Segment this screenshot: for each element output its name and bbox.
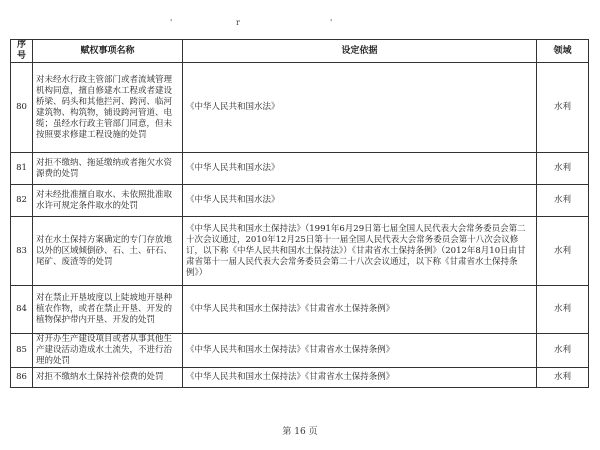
- top-mark: ': [330, 18, 333, 27]
- table-row: [11, 368, 589, 388]
- header-name: 赋权事项名称: [33, 40, 183, 63]
- domain-field: 水利: [537, 368, 589, 388]
- item-name: 对在水土保持方案确定的专门存放地以外的区域倾倒砂、石、土、矸石、尾矿、废渣等的处罚: [33, 217, 183, 286]
- item-name: 对未经批准擅自取水、未依照批准取水许可规定条件取水的处罚: [33, 185, 183, 217]
- row-number: 82: [11, 185, 33, 217]
- row-number: 81: [11, 153, 33, 185]
- row-number: 80: [11, 63, 33, 153]
- table-header-row: [11, 40, 589, 63]
- domain-field: 水利: [537, 286, 589, 334]
- header-field: 领域: [537, 40, 589, 63]
- item-name: 对拒不缴纳、拖延缴纳或者拖欠水资源费的处罚: [33, 153, 183, 185]
- legal-basis: 《中华人民共和国水法》: [183, 185, 537, 217]
- table-row: [11, 153, 589, 185]
- item-name: 对在禁止开垦坡度以上陡坡地开垦种植农作物，或者在禁止开垦、开发的植物保护带内开垦、开发的处罚: [33, 286, 183, 334]
- header-basis: 设定依据: [183, 40, 537, 63]
- legal-basis: 《中华人民共和国水土保持法》《甘肃省水土保持条例》: [183, 368, 537, 388]
- page-number: 第 16 页: [282, 427, 318, 437]
- item-name: 对未经水行政主管部门或者流域管理机构同意，擅自修建水工程或者建设桥梁、码头和其他拦河、跨河、临河建筑物、构筑物，铺设跨河管道、电缆；虽经水行政主管部门同意，但未按照要求修建工程设施的处罚: [33, 63, 183, 153]
- row-number: 85: [11, 334, 33, 368]
- authority-table: [10, 39, 589, 388]
- domain-field: 水利: [537, 185, 589, 217]
- row-number: 84: [11, 286, 33, 334]
- row-number: 83: [11, 217, 33, 286]
- top-mark: ': [170, 18, 173, 27]
- item-name: 对开办生产建设项目或者从事其他生产建设活动造成水土流失，不进行治理的处罚: [33, 334, 183, 368]
- table-row: [11, 185, 589, 217]
- legal-basis: 《中华人民共和国水土保持法》（1991年6月29日第七届全国人民代表大会常务委员会第二十次会议通过，2010年12月25日第十一届全国人民代表大会常务委员会第十八次会议修订，以下称《中华人民共和国水土保持法》）《甘肃省水土保持条例》（2012年8月10日由甘肃省第十一届人民代表大会常务委员会第二十八次会议通过，以下称《甘肃省水土保持条例》）: [183, 217, 537, 286]
- table-row: [11, 217, 589, 286]
- legal-basis: 《中华人民共和国水法》: [183, 153, 537, 185]
- table-row: [11, 334, 589, 368]
- domain-field: 水利: [537, 217, 589, 286]
- legal-basis: 《中华人民共和国水法》: [183, 63, 537, 153]
- table-row: [11, 286, 589, 334]
- domain-field: 水利: [537, 334, 589, 368]
- top-mark: r: [236, 18, 240, 27]
- legal-basis: 《中华人民共和国水土保持法》《甘肃省水土保持条例》: [183, 334, 537, 368]
- domain-field: 水利: [537, 63, 589, 153]
- legal-basis: 《中华人民共和国水土保持法》《甘肃省水土保持条例》: [183, 286, 537, 334]
- domain-field: 水利: [537, 153, 589, 185]
- row-number: 86: [11, 368, 33, 388]
- header-no: 序号: [11, 40, 33, 63]
- item-name: 对拒不缴纳水土保持补偿费的处罚: [33, 368, 183, 388]
- table-row: [11, 63, 589, 153]
